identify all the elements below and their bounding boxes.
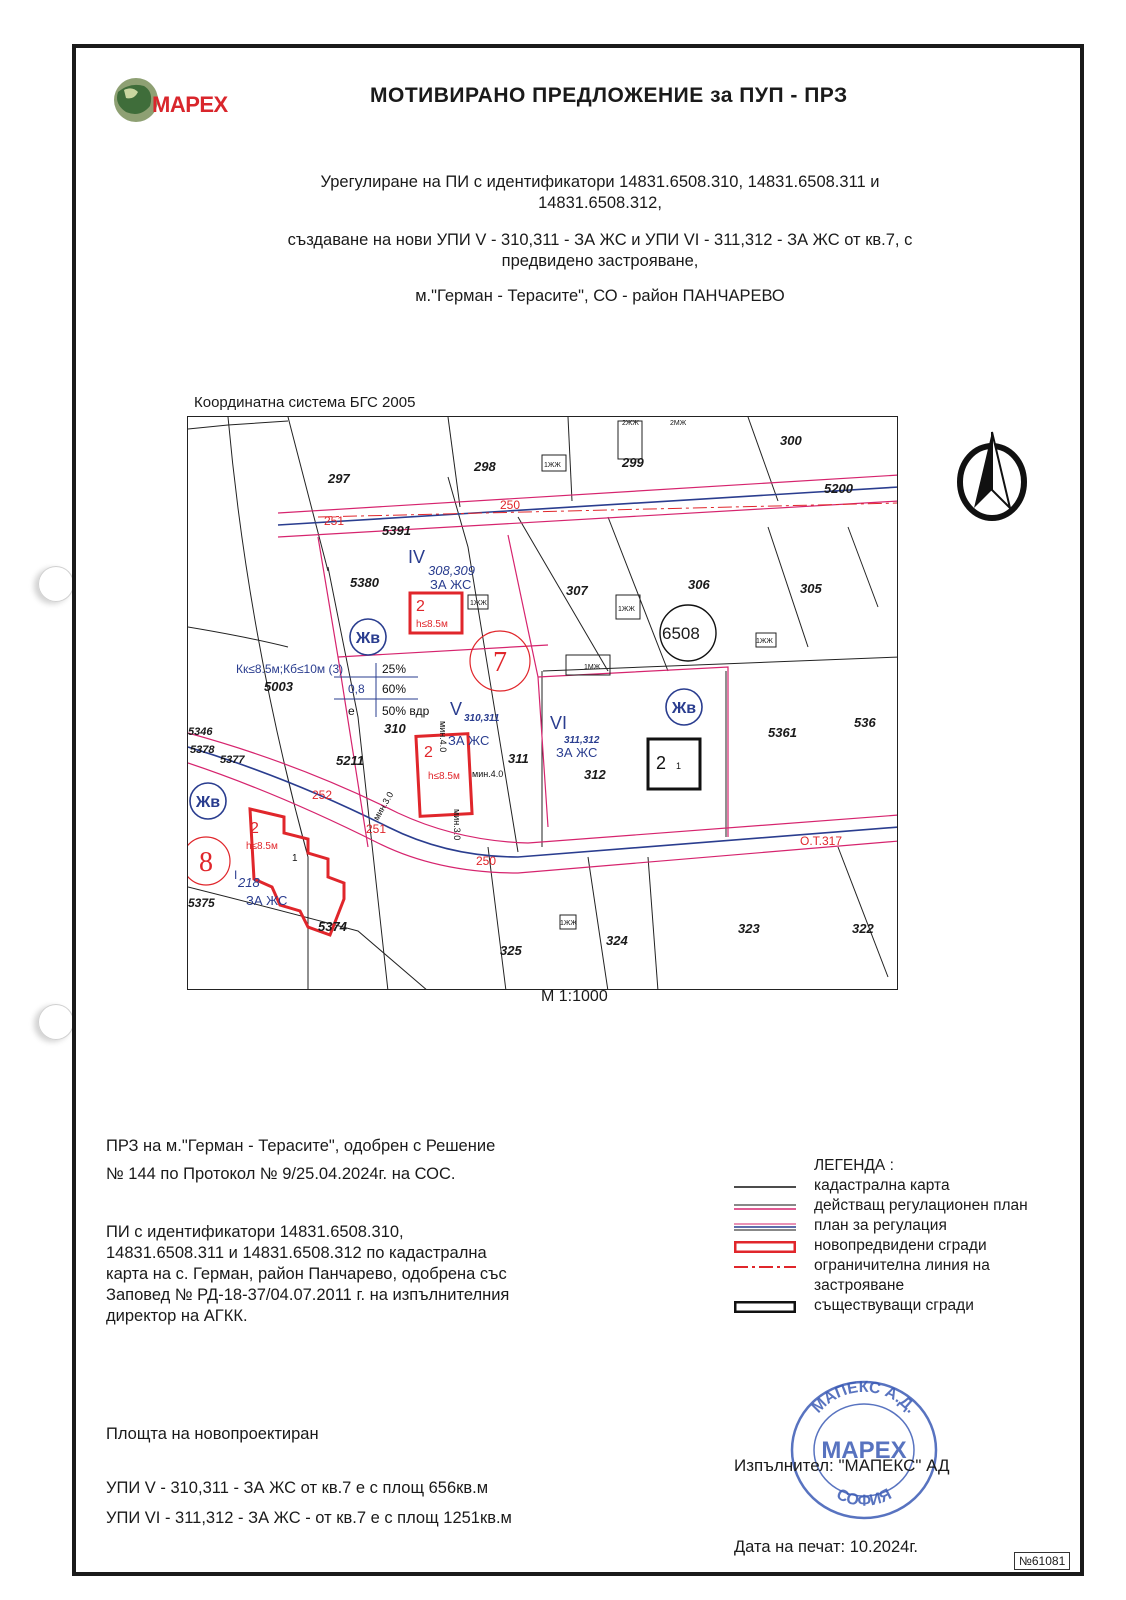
regs-green-pct: 50% вдр bbox=[382, 704, 430, 718]
parcel-300: 300 bbox=[780, 433, 802, 448]
parcel-297: 297 bbox=[328, 471, 350, 486]
parcel-310: 310 bbox=[384, 721, 406, 736]
legend-existing-building-icon bbox=[734, 1301, 796, 1313]
regs-kint: 0,8 bbox=[348, 682, 365, 696]
legend-label-cadastral: кадастрална карта bbox=[814, 1177, 950, 1194]
parcel-6508: 6508 bbox=[662, 624, 700, 643]
legend-label-new-buildings: новопредвидени сгради bbox=[814, 1237, 987, 1254]
parcel-311: 311 bbox=[508, 751, 529, 766]
subtitle-line-2: 14831.6508.312, bbox=[538, 194, 662, 212]
prz-note-line-1: ПРЗ на м."Герман - Терасите", одобрен с Решение bbox=[106, 1137, 496, 1155]
pi-note-line-1: ПИ с идентификатори 14831.6508.310, bbox=[106, 1223, 404, 1241]
parcel-325: 325 bbox=[500, 943, 522, 958]
street-level-4: 251 bbox=[366, 822, 387, 836]
building-annotations bbox=[246, 598, 463, 852]
area-upi-v: УПИ V - 310,311 - ЗА ЖС от кв.7 е с площ 656кв.м bbox=[106, 1479, 489, 1497]
legend-item-build-line bbox=[734, 1257, 1094, 1277]
pi-note-line-4: Заповед № РД-18-37/04.07.2011 г. на изпълнителния bbox=[106, 1286, 510, 1304]
subtitle-line-4: предвидено застрояване, bbox=[501, 252, 699, 270]
parcel-5200: 5200 bbox=[824, 481, 853, 496]
parcel-5391: 5391 bbox=[382, 523, 411, 538]
print-date: Дата на печат: 10.2024г. bbox=[734, 1538, 918, 1556]
house-mark-1: 2ЖЖ bbox=[622, 420, 639, 427]
stamp-top-text: МАПЕКС А.Д. bbox=[809, 1378, 920, 1417]
parcel-323: 323 bbox=[738, 921, 760, 936]
parcel-5378: 5378 bbox=[190, 744, 215, 756]
building-i-number: 1 bbox=[292, 853, 298, 864]
parcel-5380: 5380 bbox=[350, 575, 379, 590]
distance-min3-b: мин.3.0 bbox=[452, 809, 462, 841]
house-mark-8: 1ЖЖ bbox=[560, 920, 577, 927]
building-i-floors: 2 bbox=[250, 820, 259, 837]
parcel-307: 307 bbox=[566, 583, 588, 598]
legend-item-regulation-plan bbox=[734, 1217, 1094, 1237]
subtitle-line-1: Урегулиране на ПИ с идентификатори 14831.6508.310, 14831.6508.311 и bbox=[320, 173, 880, 191]
house-mark-4: 1ЖЖ bbox=[470, 600, 487, 607]
legend-label-regulation-plan: план за регулация bbox=[814, 1217, 947, 1234]
stamp-middle-text: MAPEX bbox=[821, 1437, 907, 1464]
subtitle-line-3: създаване на нови УПИ V - 310,311 - ЗА ЖС и УПИ VI - 311,312 - ЗА ЖС от кв.7, с bbox=[287, 231, 913, 249]
parcel-536: 536 bbox=[854, 715, 876, 730]
regs-height: Кк≤8.5м;Кб≤10м (3) bbox=[236, 662, 344, 676]
parcel-218: 218 bbox=[238, 875, 260, 890]
legend-current-plan-line-icon bbox=[734, 1201, 796, 1213]
regulation-map bbox=[187, 416, 898, 990]
street-level-5: 250 bbox=[476, 854, 497, 868]
house-mark-2: 2МЖ bbox=[670, 420, 687, 427]
upi-iv-use: ЗА ЖС bbox=[430, 577, 472, 592]
pi-note-line-3: карта на с. Герман, район Панчарево, одобрена със bbox=[106, 1265, 507, 1283]
legend-item-new-buildings bbox=[734, 1237, 1094, 1257]
map-drawing bbox=[188, 417, 898, 990]
parcel-299: 299 bbox=[622, 455, 644, 470]
block-7-number: 7 bbox=[493, 647, 507, 678]
pi-note bbox=[106, 1222, 509, 1327]
regs-e: е bbox=[348, 704, 355, 718]
parcel-324: 324 bbox=[606, 933, 628, 948]
existing-building-number: 1 bbox=[676, 761, 682, 771]
distance-min4-b: мин.4.0 bbox=[472, 769, 504, 779]
upi-vi-roman: VI bbox=[550, 713, 568, 733]
existing-building-floors: 2 bbox=[656, 753, 667, 773]
area-upi-vi: УПИ VI - 311,312 - ЗА ЖС - от кв.7 е с площ 1251кв.м bbox=[106, 1509, 512, 1527]
street-level-1: 251 bbox=[324, 514, 345, 528]
legend-item-build-line-cont bbox=[734, 1277, 1094, 1297]
legend-build-line-icon bbox=[734, 1261, 796, 1273]
legend-label-build-line: ограничителна линия на bbox=[814, 1257, 990, 1274]
legend-label-existing-buildings: съществуващи сгради bbox=[814, 1297, 974, 1314]
north-arrow-icon bbox=[954, 430, 1030, 526]
zone-zhv-3: Жв bbox=[195, 794, 221, 811]
performer-label: Изпълнител: "МАПЕКС" АД bbox=[734, 1456, 950, 1475]
street-level-3: 252 bbox=[312, 788, 333, 802]
house-mark-3: 1ЖЖ bbox=[544, 462, 561, 469]
legend-label-current-plan: действащ регулационен план bbox=[814, 1197, 1028, 1214]
parcel-322: 322 bbox=[852, 921, 874, 936]
house-mark-5: 1МЖ bbox=[584, 664, 601, 671]
building-iv-height: h≤8.5м bbox=[416, 619, 448, 630]
regs-density: 25% bbox=[382, 662, 407, 676]
stamp-bottom-text: СОФИЯ bbox=[833, 1485, 895, 1510]
punch-hole-top bbox=[38, 566, 74, 602]
block-8-number: 8 bbox=[199, 847, 213, 878]
upi-vi-use: ЗА ЖС bbox=[556, 745, 598, 760]
upi-iv-ids: 308,309 bbox=[428, 563, 475, 578]
parcel-305: 305 bbox=[800, 581, 822, 596]
parcel-306: 306 bbox=[688, 577, 710, 592]
house-mark-6: 1ЖЖ bbox=[618, 606, 635, 613]
building-iv-floors: 2 bbox=[416, 598, 425, 615]
upi-i-use: ЗА ЖС bbox=[246, 893, 288, 908]
building-v-floors: 2 bbox=[424, 744, 433, 761]
area-title: Площта на новопроектиран bbox=[106, 1425, 319, 1443]
subtitle-line-5: м."Герман - Терасите", СО - район ПАНЧАРЕВО bbox=[415, 287, 785, 305]
legend-label-build-line-cont: застрояване bbox=[814, 1277, 905, 1294]
coordinate-system-label: Координатна система БГС 2005 bbox=[194, 394, 416, 411]
parcel-5003: 5003 bbox=[264, 679, 293, 694]
legend-item-cadastral bbox=[734, 1177, 1094, 1197]
punch-hole-bottom bbox=[38, 1004, 74, 1040]
house-mark-7: 1ЖЖ bbox=[756, 638, 773, 645]
upi-i-roman: I bbox=[234, 868, 238, 882]
document-number: №61081 bbox=[1014, 1552, 1070, 1570]
legend-title: ЛЕГЕНДА : bbox=[814, 1157, 894, 1174]
parcel-312: 312 bbox=[584, 767, 606, 782]
zone-zhv-1: Жв bbox=[355, 630, 381, 647]
legend-item-existing-buildings bbox=[734, 1297, 1094, 1317]
distance-min3-a: мин.3.0 bbox=[371, 789, 396, 822]
upi-iv-roman: IV bbox=[408, 547, 426, 567]
regulation-lines bbox=[318, 535, 728, 847]
street-level-2: 250 bbox=[500, 498, 521, 512]
pi-note-line-5: директор на АГКК. bbox=[106, 1307, 248, 1325]
prz-note-line-2: № 144 по Протокол № 9/25.04.2024г. на СОС. bbox=[106, 1165, 456, 1183]
building-i-height: h≤8.5м bbox=[246, 841, 278, 852]
logo-wordmark: MAPEX bbox=[152, 92, 228, 117]
prz-note bbox=[106, 1136, 495, 1185]
parcel-5361: 5361 bbox=[768, 725, 797, 740]
legend-cadastral-line-icon bbox=[734, 1181, 796, 1193]
legend-item-current-plan bbox=[734, 1197, 1094, 1217]
company-stamp bbox=[784, 1372, 944, 1522]
map-scale: М 1:1000 bbox=[541, 988, 608, 1005]
parcel-5211: 5211 bbox=[336, 753, 364, 768]
parcel-5377: 5377 bbox=[220, 754, 245, 766]
parcel-5375: 5375 bbox=[188, 896, 215, 910]
street-level-6: О.Т.317 bbox=[800, 834, 843, 848]
upi-vi-ids: 311,312 bbox=[564, 735, 600, 746]
parcel-298: 298 bbox=[474, 459, 496, 474]
legend-new-building-icon bbox=[734, 1241, 796, 1253]
distance-min4-a: мин.4.0 bbox=[438, 721, 448, 753]
zone-zhv-2: Жв bbox=[671, 700, 697, 717]
page-title: МОТИВИРАНО ПРЕДЛОЖЕНИЕ за ПУП - ПРЗ bbox=[370, 84, 848, 107]
upi-v-roman: V bbox=[450, 699, 463, 719]
upi-v-use: ЗА ЖС bbox=[448, 733, 490, 748]
building-v-height: h≤8.5м bbox=[428, 771, 460, 782]
parcel-5374: 5374 bbox=[318, 919, 347, 934]
parcel-5346: 5346 bbox=[188, 726, 213, 738]
cadastral-lines bbox=[188, 417, 898, 990]
legend-regulation-line-icon bbox=[734, 1221, 796, 1233]
upi-v-ids: 310,311 bbox=[464, 713, 500, 724]
regs-green: 60% bbox=[382, 682, 407, 696]
pi-note-line-2: 14831.6508.311 и 14831.6508.312 по кадастрална bbox=[106, 1244, 487, 1262]
